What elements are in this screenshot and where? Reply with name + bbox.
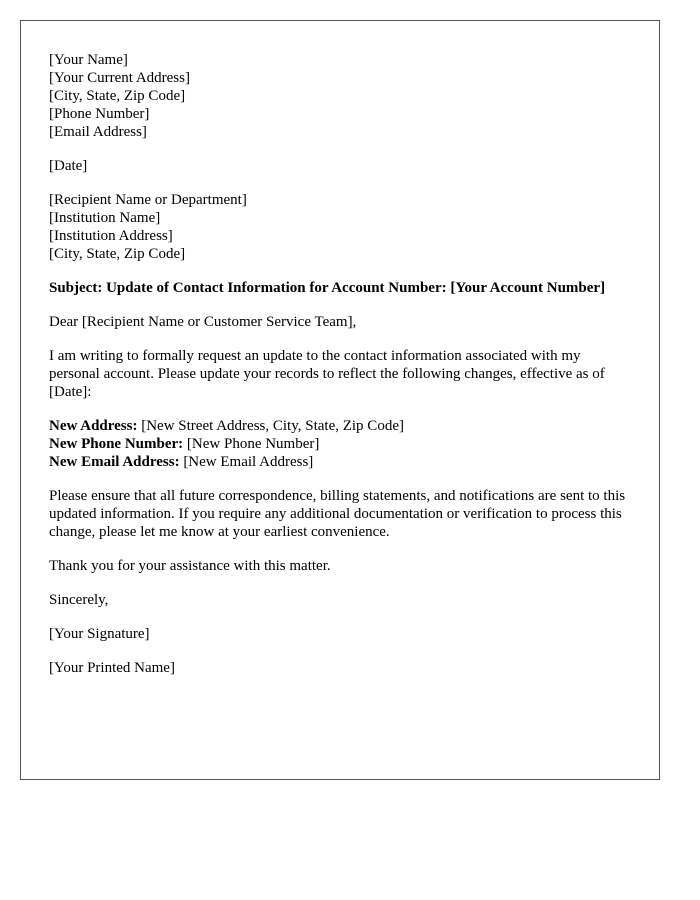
salutation: Dear [Recipient Name or Customer Service Team], [49, 314, 357, 330]
change-item-address [49, 417, 631, 435]
printed-name: [Your Printed Name] [49, 660, 175, 676]
subject-line: Subject: Update of Contact Information for Account Number: [Your Account Number] [49, 280, 606, 296]
sender-name: [Your Name] [49, 52, 128, 68]
intro-paragraph: I am writing to formally request an update to the contact information associated with my personal account. Please update your records to reflect the following changes, effective as of [Date]: [49, 348, 605, 400]
recipient-name: [Recipient Name or Department] [49, 192, 247, 208]
sender-address: [Your Current Address] [49, 70, 190, 86]
change-label: New Phone Number: [49, 436, 184, 452]
sender-phone: [Phone Number] [49, 106, 150, 122]
date-block [49, 157, 631, 175]
change-item-email [49, 453, 631, 471]
closing: Sincerely, [49, 592, 109, 608]
body-paragraph: Please ensure that all future correspondence, billing statements, and notifications are sent to this updated information. If you require any additional documentation or verification to process this change, please let me know at your earliest convenience. [49, 488, 626, 540]
change-label: New Email Address: [49, 454, 180, 470]
recipient-block [49, 191, 631, 263]
change-value: [New Phone Number] [183, 436, 320, 452]
letter-date: [Date] [49, 158, 88, 174]
changes-list [49, 417, 631, 471]
sender-email: [Email Address] [49, 124, 147, 140]
recipient-city-state-zip: [City, State, Zip Code] [49, 246, 186, 262]
thanks-line: Thank you for your assistance with this matter. [49, 558, 331, 574]
recipient-address: [Institution Address] [49, 228, 173, 244]
change-item-phone [49, 435, 631, 453]
change-value: [New Email Address] [179, 454, 314, 470]
sender-city-state-zip: [City, State, Zip Code] [49, 88, 186, 104]
signature: [Your Signature] [49, 626, 150, 642]
letter-page [20, 20, 660, 780]
change-label: New Address: [49, 418, 138, 434]
recipient-institution: [Institution Name] [49, 210, 161, 226]
sender-block [49, 51, 631, 141]
change-value: [New Street Address, City, State, Zip Code] [137, 418, 404, 434]
